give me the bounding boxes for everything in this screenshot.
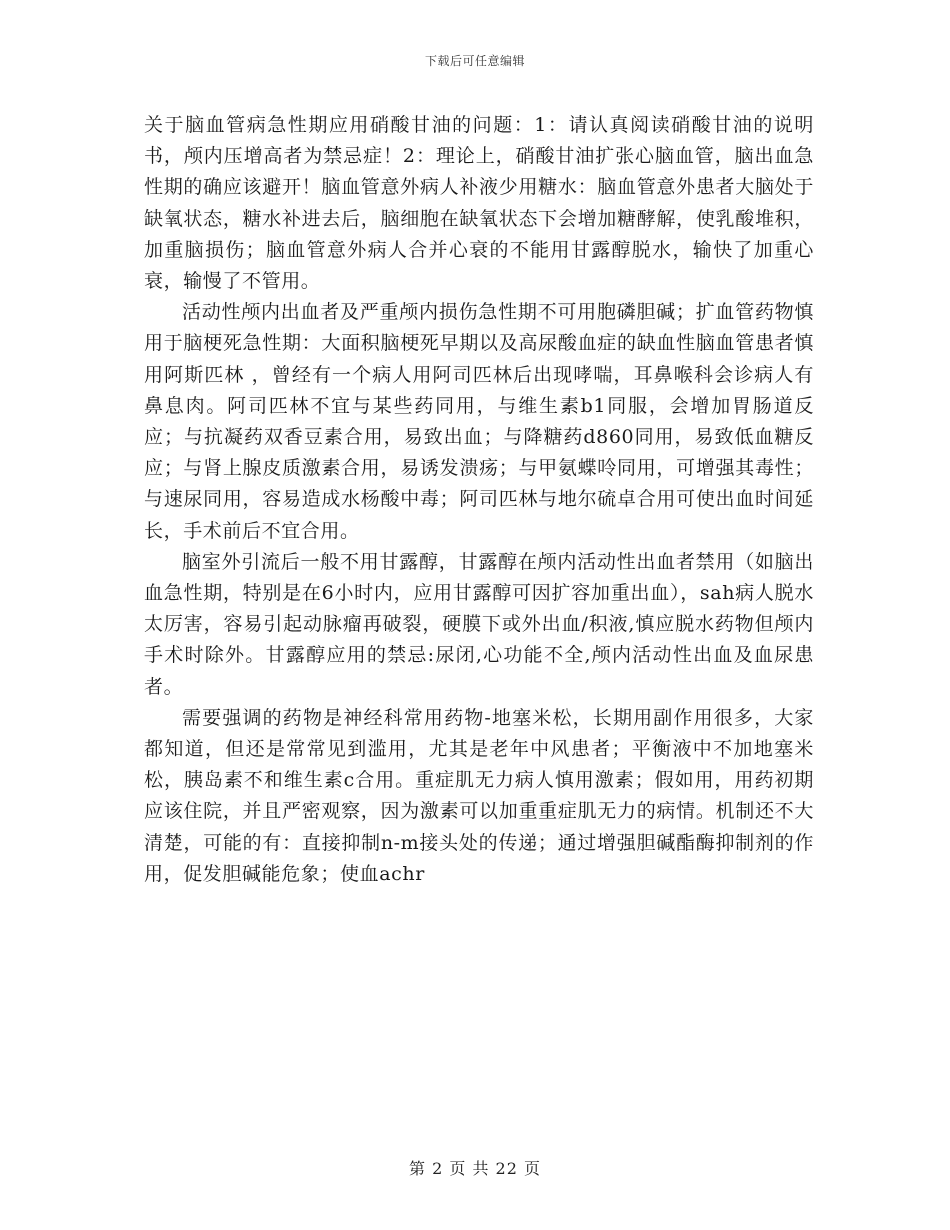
document-body — [144, 110, 814, 890]
paragraph-4: 需要强调的药物是神经科常用药物-地塞米松，长期用副作用很多，大家都知道，但还是常常见到滥用，尤其是老年中风患者；平衡液中不加地塞米松，胰岛素不和维生素c合用。重症肌无力病人慎用激素；假如用，用药初期应该住院，并且严密观察，因为激素可以加重重症肌无力的病情。机制还不大清楚，可能的有：直接抑制n-m接头处的传递；通过增强胆碱酯酶抑制剂的作用，促发胆碱能危象；使血achr — [144, 706, 814, 885]
paragraph-1: 关于脑血管病急性期应用硝酸甘油的问题：1：请认真阅读硝酸甘油的说明书，颅内压增高者为禁忌症！2：理论上，硝酸甘油扩张心脑血管，脑出血急性期的确应该避开！脑血管意外病人补液少用糖水：脑血管意外患者大脑处于缺氧状态，糖水补进去后，脑细胞在缺氧状态下会增加糖酵解，使乳酸堆积，加重脑损伤；脑血管意外病人合并心衰的不能用甘露醇脱水，输快了加重心衰，输慢了不管用。 — [144, 114, 814, 293]
paragraph-3: 脑室外引流后一般不用甘露醇，甘露醇在颅内活动性出血者禁用（如脑出血急性期，特别是在6小时内，应用甘露醇可因扩容加重出血），sah病人脱水太厉害，容易引起动脉瘤再破裂，硬膜下或外出血/积液,慎应脱水药物但颅内手术时除外。甘露醇应用的禁忌:尿闭,心功能不全,颅内活动性出血及血尿患者。 — [144, 550, 814, 698]
page-header: 下载后可任意编辑 — [424, 54, 525, 68]
page-footer: 第 2 页 共 22 页 — [409, 1159, 541, 1178]
paragraph-2: 活动性颅内出血者及严重颅内损伤急性期不可用胞磷胆碱；扩血管药物慎用于脑梗死急性期：大面积脑梗死早期以及高尿酸血症的缺血性脑血管患者慎用阿斯匹林 ，曾经有一个病人用阿司匹林后出现哮喘，耳鼻喉科会诊病人有鼻息肉。阿司匹林不宜与某些药同用，与维生素b1同服，会增加胃肠道反应；与抗凝药双香豆素合用，易致出血；与降糖药d860同用，易致低血糖反应；与肾上腺皮质激素合用，易诱发溃疡；与甲氨蝶呤同用，可增强其毒性；与速尿同用，容易造成水杨酸中毒；阿司匹林与地尔硫卓合用可使出血时间延长，手术前后不宜合用。 — [144, 301, 814, 542]
